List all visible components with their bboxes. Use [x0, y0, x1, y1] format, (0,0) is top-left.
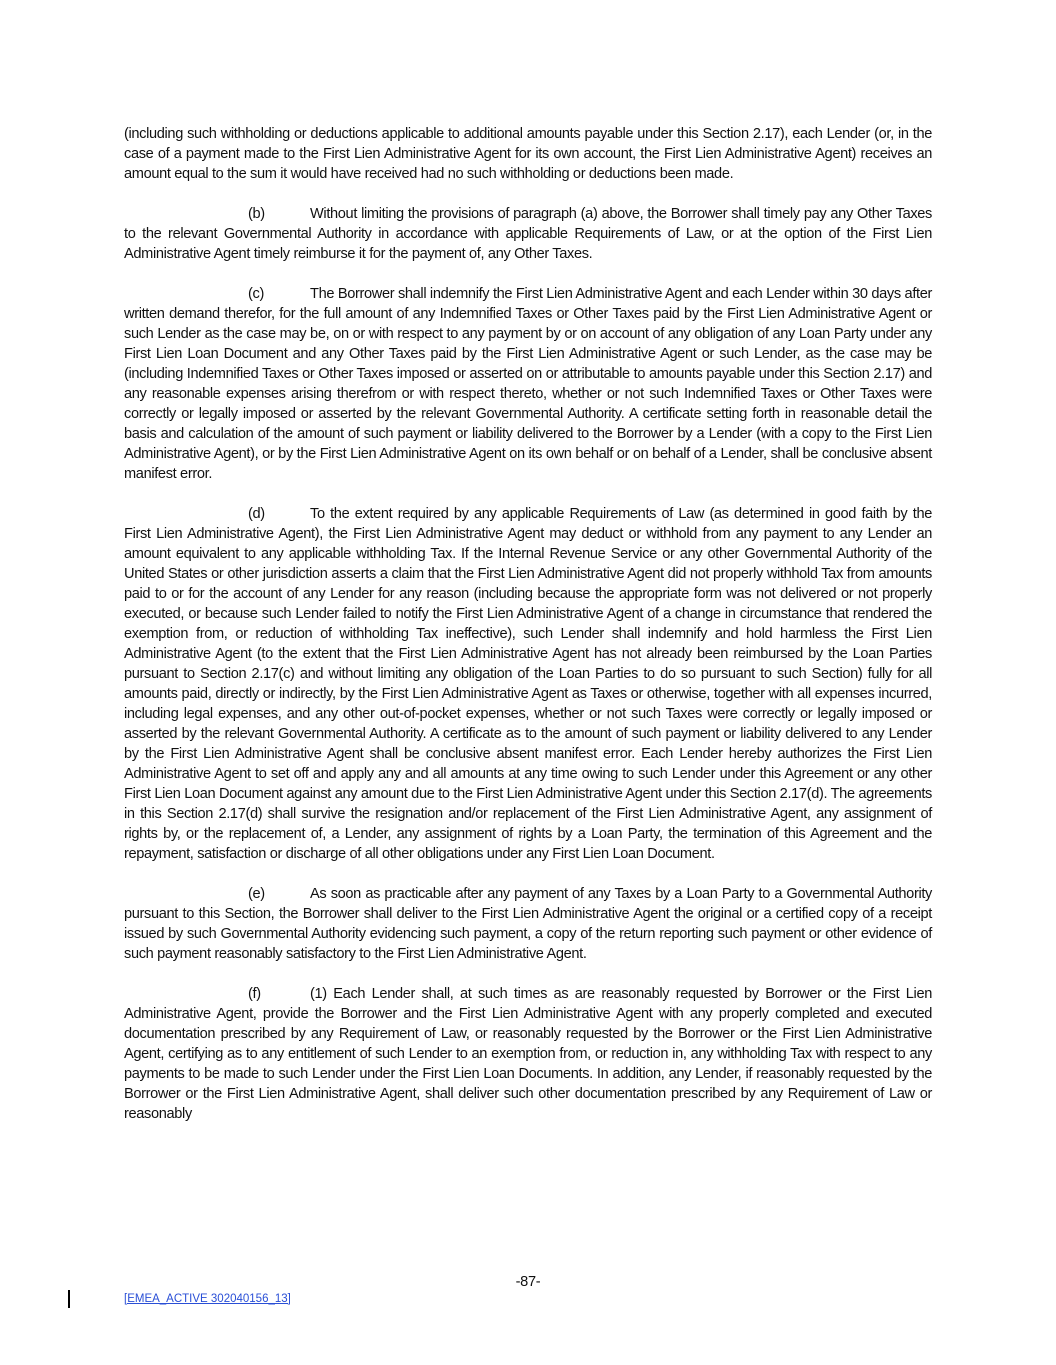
paragraph-d: [124, 504, 932, 864]
paragraph-f: [124, 984, 932, 1124]
paragraph-text: (1) Each Lender shall, at such times as are reasonably requested by Borrower or the First Lien Administrative Agent, provide the Borrower and the First Lien Administrative Agent with any properly completed and executed documentation prescribed by any Requirement of Law, or reasonably requested by the Borrower or the First Lien Administrative Agent, certifying as to any entitlement of such Lender to an exemption from, or reduction in, any withholding Tax with respect to any payments to be made to such Lender under the First Lien Loan Documents. In addition, any Lender, if reasonably requested by the Borrower or the First Lien Administrative Agent, shall deliver such other documentation prescribed by any Requirement of Law or reasonably: [124, 986, 932, 1122]
paragraph-label: (b): [248, 206, 265, 222]
paragraph-b: [124, 204, 932, 264]
paragraph-label: (c): [248, 286, 264, 302]
page-number: -87-: [515, 1274, 541, 1290]
paragraph-label: (d): [248, 506, 265, 522]
paragraph-text: To the extent required by any applicable Requirements of Law (as determined in good faith by the First Lien Administrative Agent), the First Lien Administrative Agent may deduct or withhold from any payment to any Lender an amount equivalent to any applicable withholding Tax. If the Internal Revenue Service or any other Governmental Authority of the United States or other jurisdiction asserts a claim that the First Lien Administrative Agent did not properly withhold Tax from amounts paid to or for the account of any Lender for any reason (including because the appropriate form was not delivered or not properly executed, or because such Lender failed to notify the First Lien Administrative Agent of a change in circumstance that rendered the exemption from, or reduction of withholding Tax ineffective), such Lender shall indemnify and hold harmless the First Lien Administrative Agent (to the extent that the First Lien Administrative Agent has not already been reimbursed by the Loan Parties pursuant to Section 2.17(c) and without limiting any obligation of the Loan Parties to do so pursuant to such Section) fully for all amounts paid, directly or indirectly, by the First Lien Administrative Agent as Taxes or otherwise, together with all expenses incurred, including legal expenses, and any other out-of-pocket expenses, whether or not such Taxes were correctly or legally imposed or asserted by the relevant Governmental Authority. A certificate as to the amount of such payment or liability delivered to any Lender by the First Lien Administrative Agent shall be conclusive absent manifest error. Each Lender hereby authorizes the First Lien Administrative Agent to set off and apply any and all amounts at any time owing to such Lender under this Agreement or any other First Lien Loan Document against any amount due to the First Lien Administrative Agent under this Section 2.17(d). The agreements in this Section 2.17(d) shall survive the resignation and/or replacement of the First Lien Administrative Agent, any assignment of rights by, or the replacement of, a Lender, any assignment of rights by a Loan Party, the termination of this Agreement and the repayment, satisfaction or discharge of all other obligations under any First Lien Loan Document.: [124, 506, 932, 862]
paragraph-text: As soon as practicable after any payment of any Taxes by a Loan Party to a Governmental Authority pursuant to this Section, the Borrower shall deliver to the First Lien Administrative Agent the original or a certified copy of a receipt issued by such Governmental Authority evidencing such payment, a copy of the return reporting such payment or other evidence of such payment reasonably satisfactory to the First Lien Administrative Agent.: [124, 886, 932, 962]
paragraph-text: (including such withholding or deductions applicable to additional amounts payable under this Section 2.17), each Lender (or, in the case of a payment made to the First Lien Administrative Agent for its own account, the First Lien Administrative Agent) receives an amount equal to the sum it would have received had no such withholding or deductions been made.: [124, 126, 932, 182]
paragraph-continuation: [124, 124, 932, 184]
revision-bar: [68, 1290, 70, 1308]
paragraph-text: Without limiting the provisions of paragraph (a) above, the Borrower shall timely pay any Other Taxes to the relevant Governmental Authority in accordance with applicable Requirements of Law, or at the option of the First Lien Administrative Agent timely reimburse it for the payment of, any Other Taxes.: [124, 206, 932, 262]
paragraph-c: [124, 284, 932, 484]
paragraph-e: [124, 884, 932, 964]
paragraph-label: (e): [248, 886, 265, 902]
body-text: [124, 124, 932, 1144]
paragraph-text: The Borrower shall indemnify the First Lien Administrative Agent and each Lender within 30 days after written demand therefor, for the full amount of any Indemnified Taxes or Other Taxes paid by the First Lien Administrative Agent or such Lender as the case may be, on or with respect to any payment by or on account of any obligation of any Loan Party under any First Lien Loan Document and any Other Taxes paid by the First Lien Administrative Agent or such Lender, as the case may be (including Indemnified Taxes or Other Taxes imposed or asserted on or attributable to amounts payable under this Section 2.17) and any reasonable expenses arising therefrom or with respect thereto, whether or not such Indemnified Taxes or Other Taxes were correctly or legally imposed or asserted by the relevant Governmental Authority. A certificate setting forth in reasonable detail the basis and calculation of the amount of such payment or liability delivered to the Borrower by a Lender (with a copy to the First Lien Administrative Agent), or by the First Lien Administrative Agent on its own behalf or on behalf of a Lender, shall be conclusive absent manifest error.: [124, 286, 932, 482]
paragraph-label: (f): [248, 986, 261, 1002]
document-reference-link[interactable]: [EMEA_ACTIVE 302040156_13]: [124, 1293, 291, 1305]
